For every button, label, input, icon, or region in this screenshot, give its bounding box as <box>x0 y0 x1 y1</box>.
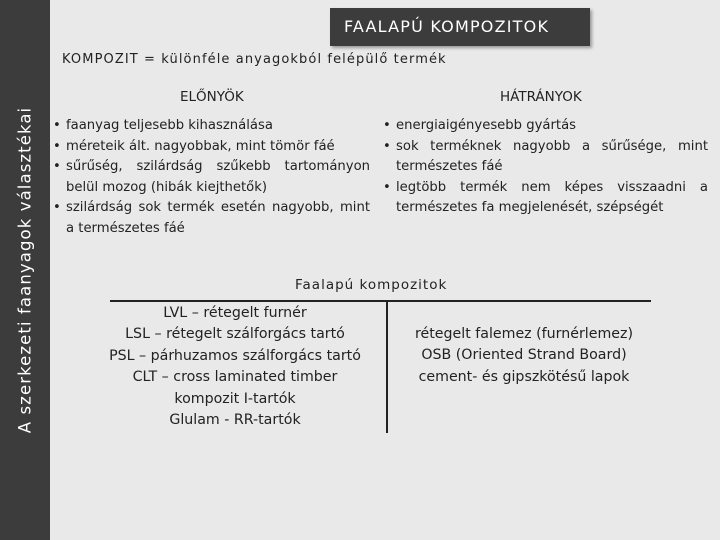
product-item: rétegelt falemez (furnérlemez) <box>414 326 633 342</box>
horizontal-divider <box>110 300 651 302</box>
product-item: cement- és gipszkötésű lapok <box>418 368 630 385</box>
composite-definition: KOMPOZIT = különféle anyagokból felépülő termék <box>62 52 447 67</box>
pros-heading: ELŐNYÖK <box>180 89 244 105</box>
cons-heading: HÁTRÁNYOK <box>500 89 582 105</box>
cons-item: • legtöbb termék nem képes visszaadni a természetes fa megjelenését, szépségét <box>378 178 708 219</box>
product-item: LSL – rétegelt szálforgács tartó <box>125 326 345 343</box>
product-item: OSB (Oriented Strand Board) <box>421 347 627 364</box>
sidebar <box>0 0 50 540</box>
product-item: kompozit I-tartók <box>174 390 296 407</box>
sidebar-title: A szerkezeti faanyagok választékai <box>15 106 35 434</box>
pros-item: • méreteik ált. nagyobbak, mint tömör fáé <box>48 137 370 158</box>
product-item: CLT – cross laminated timber <box>132 369 338 386</box>
pros-item: • szilárdság sok termék esetén nagyobb, mint a természetes fáé <box>48 198 370 239</box>
pros-list <box>48 116 370 239</box>
cons-list <box>378 116 708 219</box>
product-item: LVL – rétegelt furnér <box>163 305 307 321</box>
pros-item: • faanyag teljesebb kihasználása <box>48 116 370 137</box>
cons-item: • energiaigényesebb gyártás <box>378 116 708 137</box>
structural-products-list <box>80 303 390 431</box>
panel-products-list <box>398 324 650 388</box>
products-title: Faalapú kompozitok <box>295 277 448 293</box>
title-banner <box>330 8 590 46</box>
slide-title: FAALAPÚ KOMPOZITOK <box>344 17 550 36</box>
product-item: PSL – párhuzamos szálforgács tartó <box>109 347 361 364</box>
product-item: Glulam - RR-tartók <box>169 412 301 429</box>
cons-item: • sok terméknek nagyobb a sűrűsége, mint természetes fáé <box>378 137 708 178</box>
pros-item: • sűrűség, szilárdság szűkebb tartományon belül mozog (hibák kiejthetők) <box>48 157 370 198</box>
